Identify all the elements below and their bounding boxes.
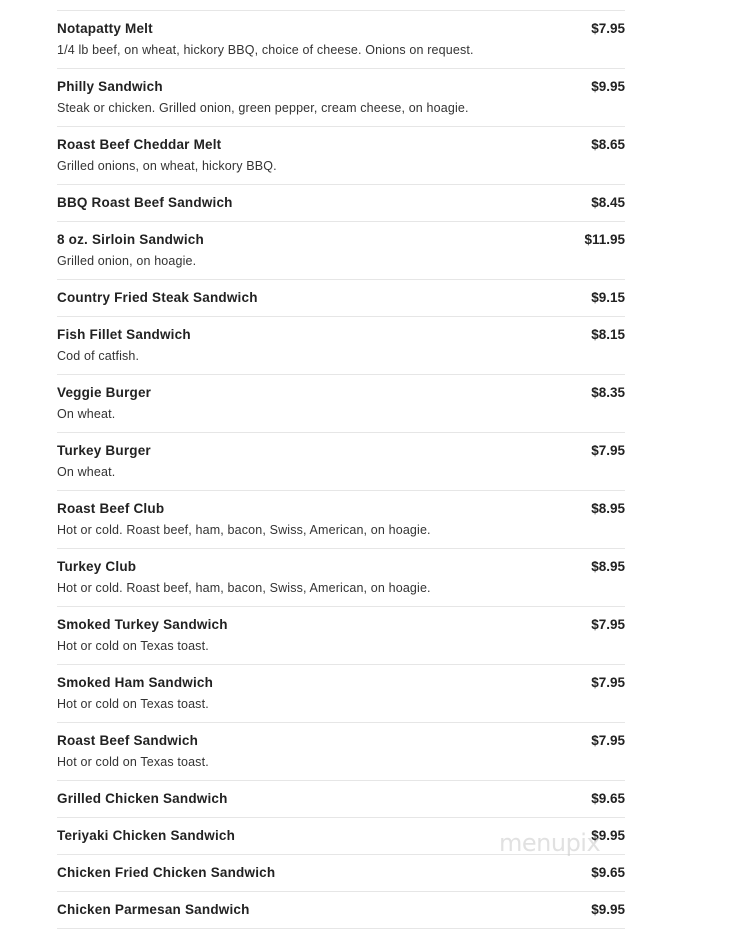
menu-item-header (57, 231, 625, 249)
menu-item-header (57, 20, 625, 38)
menu-item-price: $7.95 (591, 21, 625, 36)
menu-item-header (57, 616, 625, 634)
menu-item (57, 433, 625, 491)
menu-item-price: $8.95 (591, 559, 625, 574)
menu-item-header (57, 442, 625, 460)
menu-item-header (57, 790, 625, 808)
menu-item-name: Teriyaki Chicken Sandwich (57, 828, 236, 843)
menu-item-name: Notapatty Melt (57, 21, 153, 36)
menu-item-price: $8.15 (591, 327, 625, 342)
menu-item-header (57, 500, 625, 518)
menu-item-description: Grilled onion, on hoagie. (57, 254, 197, 268)
menu-item (57, 127, 625, 185)
menu-item-name: Chicken Parmesan Sandwich (57, 902, 250, 917)
menu-item-name: Smoked Ham Sandwich (57, 675, 214, 690)
menu-item-price: $9.95 (591, 79, 625, 94)
menu-item-price: $8.45 (591, 195, 625, 210)
menu-item (57, 11, 625, 69)
menu-item-description: On wheat. (57, 465, 116, 479)
menu-item (57, 549, 625, 607)
menu-item-name: Turkey Burger (57, 443, 151, 458)
menu-item (57, 665, 625, 723)
menu-item-name: Philly Sandwich (57, 79, 163, 94)
menu-item-description: Hot or cold. Roast beef, ham, bacon, Swiss, American, on hoagie. (57, 523, 431, 537)
menu-item-price: $8.95 (591, 501, 625, 516)
watermark-text: menupix (499, 829, 601, 857)
menu-item-price: $9.65 (591, 791, 625, 806)
menupix-watermark (499, 828, 611, 864)
menu-item-description: Hot or cold on Texas toast. (57, 697, 209, 711)
menu-item-name: Roast Beef Sandwich (57, 733, 199, 748)
menu-item-header (57, 864, 625, 882)
menu-item (57, 723, 625, 781)
menu-item-price: $8.35 (591, 385, 625, 400)
menu-item (57, 222, 625, 280)
menu-item-name: Country Fried Steak Sandwich (57, 290, 258, 305)
menu-item-price: $9.95 (591, 902, 625, 917)
menu-item-description: 1/4 lb beef, on wheat, hickory BBQ, choice of cheese. Onions on request. (57, 43, 474, 57)
menu-item-price: $9.95 (591, 828, 625, 843)
menu-item-description: Hot or cold on Texas toast. (57, 639, 209, 653)
menu-item-header (57, 674, 625, 692)
menu-item (57, 280, 625, 317)
menu-item-price: $7.95 (591, 675, 625, 690)
menu-item-header (57, 326, 625, 344)
menu-item-description: Grilled onions, on wheat, hickory BBQ. (57, 159, 277, 173)
menu-item-name: Turkey Club (57, 559, 137, 574)
menu-item-name: Roast Beef Club (57, 501, 165, 516)
menu-item-header (57, 901, 625, 919)
menu-list (57, 10, 625, 929)
menu-item-header (57, 78, 625, 96)
menu-item-header (57, 136, 625, 154)
menu-item-price: $7.95 (591, 733, 625, 748)
menu-item-name: 8 oz. Sirloin Sandwich (57, 232, 204, 247)
menu-item-name: Chicken Fried Chicken Sandwich (57, 865, 276, 880)
menu-item-name: Grilled Chicken Sandwich (57, 791, 228, 806)
menu-item-name: Veggie Burger (57, 385, 152, 400)
menu-item (57, 185, 625, 222)
menu-item (57, 781, 625, 818)
menu-item-description: Hot or cold on Texas toast. (57, 755, 209, 769)
menu-item (57, 375, 625, 433)
menu-item-price: $7.95 (591, 617, 625, 632)
menu-item (57, 491, 625, 549)
menu-item-name: BBQ Roast Beef Sandwich (57, 195, 233, 210)
menu-item-header (57, 289, 625, 307)
menu-item-header (57, 558, 625, 576)
menu-item-header (57, 194, 625, 212)
menu-item-name: Roast Beef Cheddar Melt (57, 137, 222, 152)
menu-item-description: Steak or chicken. Grilled onion, green pepper, cream cheese, on hoagie. (57, 101, 469, 115)
menu-item (57, 69, 625, 127)
menu-item-name: Smoked Turkey Sandwich (57, 617, 228, 632)
menu-item-description: Hot or cold. Roast beef, ham, bacon, Swiss, American, on hoagie. (57, 581, 431, 595)
menu-item (57, 607, 625, 665)
menu-item-price: $9.15 (591, 290, 625, 305)
menu-item-header (57, 384, 625, 402)
menu-item-name: Fish Fillet Sandwich (57, 327, 191, 342)
menu-item-price: $11.95 (584, 232, 625, 247)
menu-item-price: $8.65 (591, 137, 625, 152)
menu-item-description: Cod of catfish. (57, 349, 140, 363)
menu-item-header (57, 732, 625, 750)
menu-item-description: On wheat. (57, 407, 116, 421)
menu-item (57, 317, 625, 375)
menu-item-price: $9.65 (591, 865, 625, 880)
menu-item-price: $7.95 (591, 443, 625, 458)
menu-item (57, 892, 625, 929)
